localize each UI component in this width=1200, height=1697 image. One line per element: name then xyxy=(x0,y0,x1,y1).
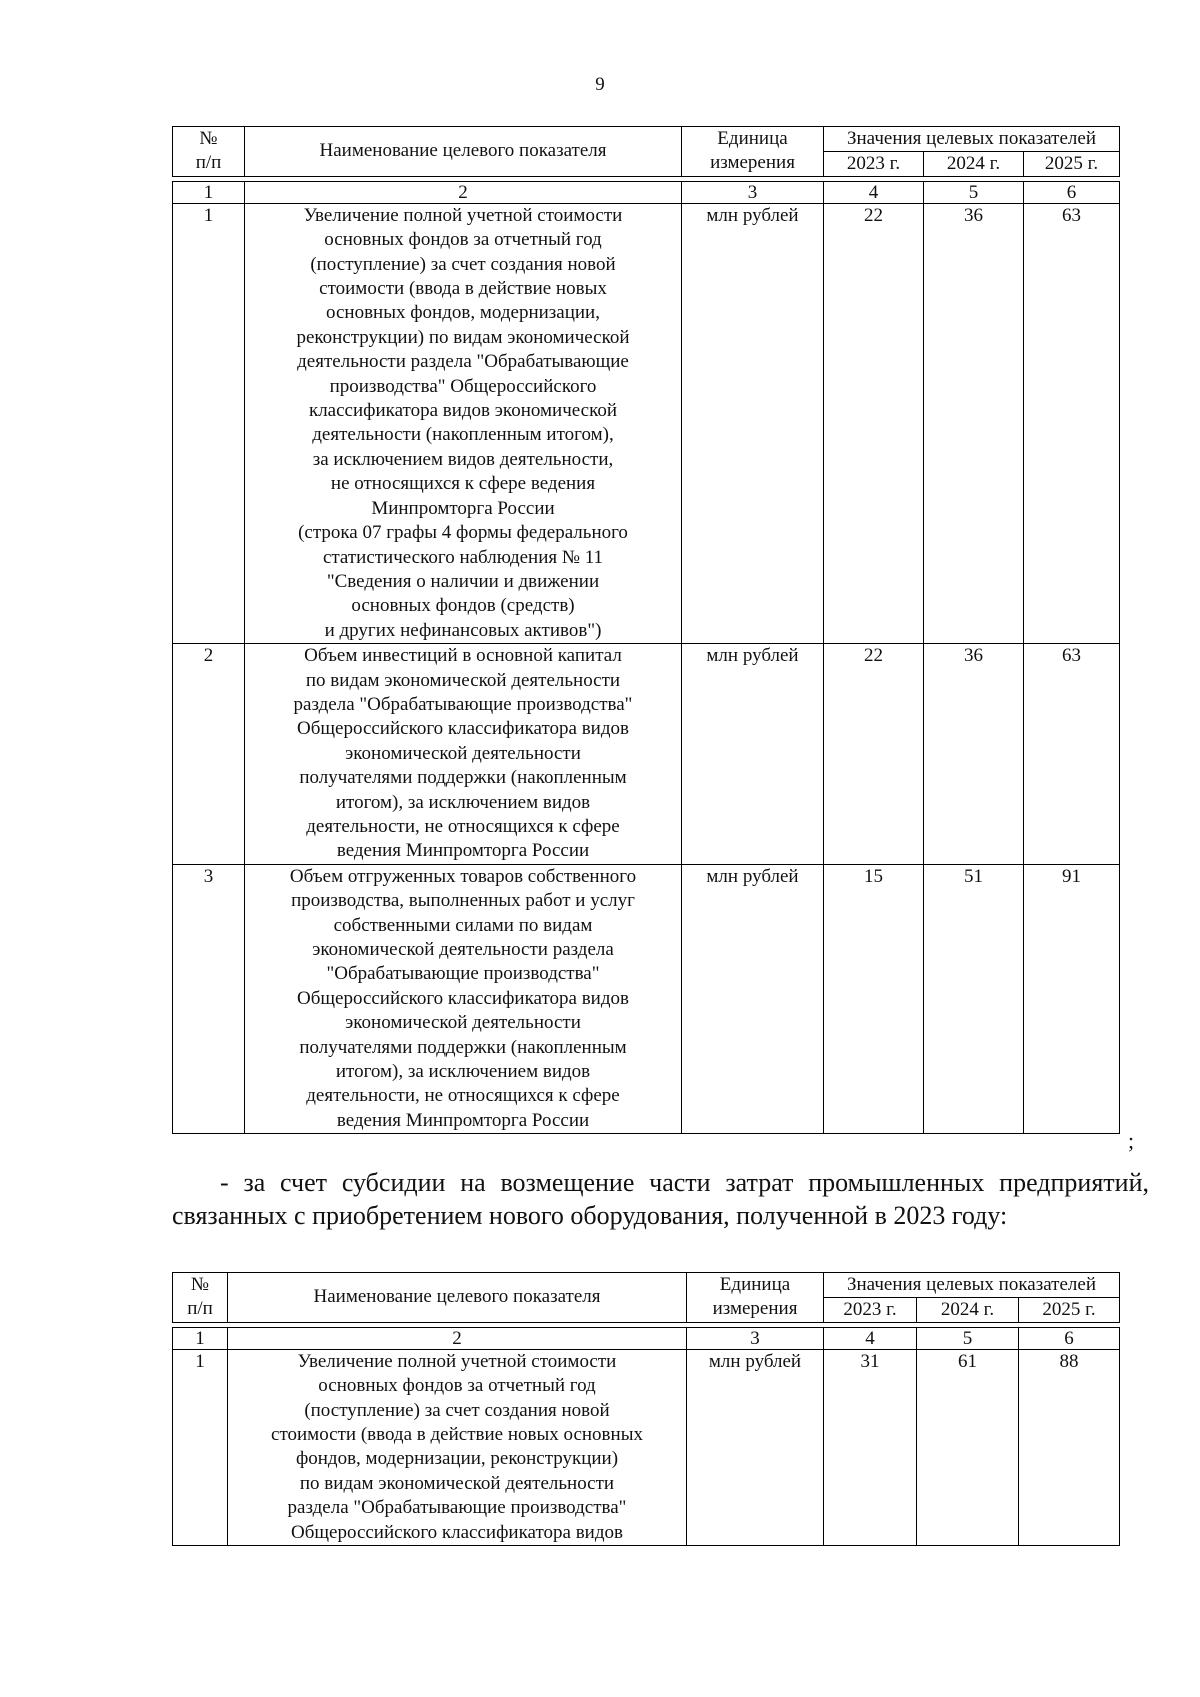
row-num: 1 xyxy=(173,203,245,643)
column-number: 6 xyxy=(1019,1327,1120,1349)
header-year-2025: 2025 г. xyxy=(1024,151,1120,176)
column-number: 6 xyxy=(1024,181,1120,203)
indicators-table-2 xyxy=(172,1272,1120,1546)
header-name: Наименование целевого показателя xyxy=(245,127,682,177)
table-trailing-semicolon: ; xyxy=(1128,1128,1135,1153)
header-year-2023: 2023 г. xyxy=(824,1297,917,1322)
table-row xyxy=(173,203,1120,643)
row-indicator-name: Увеличение полной учетной стоимости основных фондов за отчетный год (поступление) за счет создания новой стоимости (ввода в действие новых основных фондов, модернизации, реконструкции) по видам экономической деятельности раздела "Обрабатывающие производства" Общероссийского классификатора видов экономической деятельности (накопленным итогом), за исключением видов деятельности, не относящихся к сфере ведения Минпромторга России (строка 07 графы 4 формы федерального статистического наблюдения № 11 "Сведения о наличии и движении основных фондов (средств) и других нефинансовых активов") xyxy=(245,203,682,643)
table-row xyxy=(173,644,1120,865)
row-value-2023: 15 xyxy=(824,864,924,1133)
column-number: 3 xyxy=(687,1327,824,1349)
row-indicator-name: Увеличение полной учетной стоимости основных фондов за отчетный год (поступление) за счет создания новой стоимости (ввода в действие новых основных фондов, модернизации, реконструкции) по видам экономической деятельности раздела "Обрабатывающие производства" Общероссийского классификатора видов xyxy=(228,1349,687,1545)
row-unit: млн рублей xyxy=(687,1349,824,1545)
page-number: 9 xyxy=(595,74,605,95)
row-value-2024: 36 xyxy=(924,203,1024,643)
column-number: 1 xyxy=(173,1327,228,1349)
header-year-2024: 2024 г. xyxy=(917,1297,1019,1322)
table-row xyxy=(173,864,1120,1133)
row-num: 3 xyxy=(173,864,245,1133)
row-indicator-name: Объем инвестиций в основной капитал по видам экономической деятельности раздела "Обрабатывающие производства" Общероссийского классификатора видов экономической деятельности получателями поддержки (накопленным итогом), за исключением видов деятельности, не относящихся к сфере ведения Минпромторга России xyxy=(245,644,682,865)
header-values-group: Значения целевых показателей xyxy=(824,1273,1120,1298)
row-num: 2 xyxy=(173,644,245,865)
row-unit: млн рублей xyxy=(682,864,824,1133)
header-num: № п/п xyxy=(173,127,245,177)
header-num: № п/п xyxy=(173,1273,228,1323)
row-value-2023: 31 xyxy=(824,1349,917,1545)
column-number: 2 xyxy=(245,181,682,203)
column-number: 1 xyxy=(173,181,245,203)
header-unit: Единица измерения xyxy=(687,1273,824,1323)
row-value-2024: 61 xyxy=(917,1349,1019,1545)
row-value-2025: 91 xyxy=(1024,864,1120,1133)
column-number: 2 xyxy=(228,1327,687,1349)
header-unit: Единица измерения xyxy=(682,127,824,177)
header-year-2024: 2024 г. xyxy=(924,151,1024,176)
column-number: 5 xyxy=(924,181,1024,203)
column-number: 3 xyxy=(682,181,824,203)
row-value-2023: 22 xyxy=(824,644,924,865)
row-unit: млн рублей xyxy=(682,644,824,865)
row-value-2025: 88 xyxy=(1019,1349,1120,1545)
table-row xyxy=(173,1349,1120,1545)
row-value-2023: 22 xyxy=(824,203,924,643)
row-num: 1 xyxy=(173,1349,228,1545)
row-value-2024: 51 xyxy=(924,864,1024,1133)
column-number: 4 xyxy=(824,181,924,203)
body-paragraph xyxy=(172,1166,1149,1232)
column-number: 4 xyxy=(824,1327,917,1349)
column-number: 5 xyxy=(917,1327,1019,1349)
header-name: Наименование целевого показателя xyxy=(228,1273,687,1323)
header-year-2025: 2025 г. xyxy=(1019,1297,1120,1322)
row-value-2024: 36 xyxy=(924,644,1024,865)
row-value-2025: 63 xyxy=(1024,644,1120,865)
row-value-2025: 63 xyxy=(1024,203,1120,643)
column-numbers-row xyxy=(173,1327,1120,1349)
row-unit: млн рублей xyxy=(682,203,824,643)
column-numbers-row xyxy=(173,181,1120,203)
row-indicator-name: Объем отгруженных товаров собственного производства, выполненных работ и услуг собственными силами по видам экономической деятельности раздела "Обрабатывающие производства" Общероссийского классификатора видов экономической деятельности получателями поддержки (накопленным итогом), за исключением видов деятельности, не относящихся к сфере ведения Минпромторга России xyxy=(245,864,682,1133)
paragraph-text: - за счет субсидии на возмещение части затрат промышленных предприятий, связанных с приобретением нового оборудования, полученной в 2023 году: xyxy=(172,1168,1149,1230)
header-year-2023: 2023 г. xyxy=(824,151,924,176)
header-values-group: Значения целевых показателей xyxy=(824,127,1120,152)
indicators-table-1 xyxy=(172,126,1120,1134)
